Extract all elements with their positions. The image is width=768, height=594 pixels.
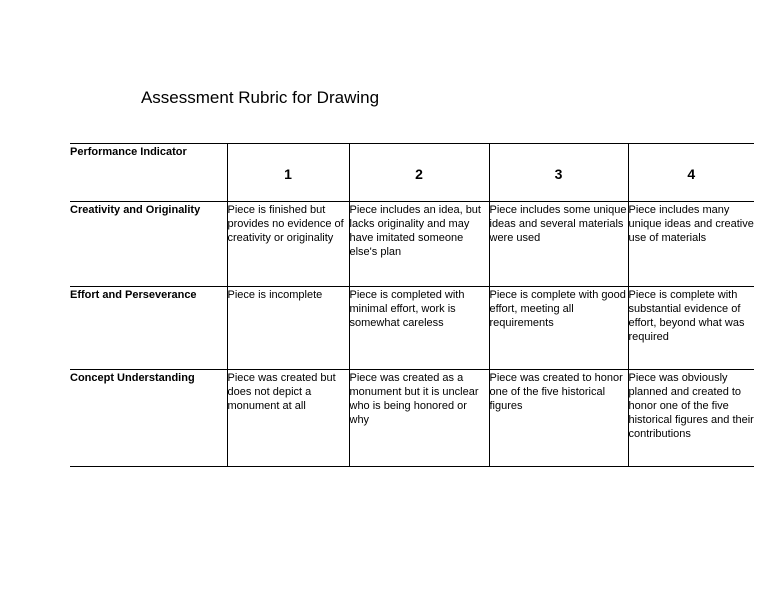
header-level-4: 4	[628, 144, 754, 202]
cell-effort-4: Piece is complete with substantial evidence of effort, beyond what was required	[628, 287, 754, 370]
document-title	[0, 88, 768, 108]
header-level-2: 2	[349, 144, 489, 202]
table-row	[70, 287, 754, 370]
cell-creativity-4: Piece includes many unique ideas and creative use of materials	[628, 202, 754, 287]
cell-creativity-2: Piece includes an idea, but lacks originality and may have imitated someone else's plan	[349, 202, 489, 287]
indicator-effort: Effort and Perseverance	[70, 287, 227, 370]
header-level-3: 3	[489, 144, 628, 202]
cell-concept-4: Piece was obviously planned and created to honor one of the five historical figures and their contributions	[628, 370, 754, 467]
cell-concept-2: Piece was created as a monument but it is unclear who is being honored or why	[349, 370, 489, 467]
cell-creativity-3: Piece includes some unique ideas and several materials were used	[489, 202, 628, 287]
cell-effort-1: Piece is incomplete	[227, 287, 349, 370]
rubric-table	[70, 143, 754, 467]
cell-effort-3: Piece is complete with good effort, meeting all requirements	[489, 287, 628, 370]
cell-creativity-1: Piece is finished but provides no evidence of creativity or originality	[227, 202, 349, 287]
cell-concept-3: Piece was created to honor one of the five historical figures	[489, 370, 628, 467]
table-header-row	[70, 144, 754, 202]
document-title-text: Assessment Rubric for Drawing	[140, 88, 380, 107]
header-performance-indicator: Performance Indicator	[70, 144, 227, 202]
indicator-creativity: Creativity and Originality	[70, 202, 227, 287]
indicator-concept: Concept Understanding	[70, 370, 227, 467]
cell-concept-1: Piece was created but does not depict a monument at all	[227, 370, 349, 467]
table-row	[70, 202, 754, 287]
header-level-1: 1	[227, 144, 349, 202]
table-row	[70, 370, 754, 467]
cell-effort-2: Piece is completed with minimal effort, work is somewhat careless	[349, 287, 489, 370]
